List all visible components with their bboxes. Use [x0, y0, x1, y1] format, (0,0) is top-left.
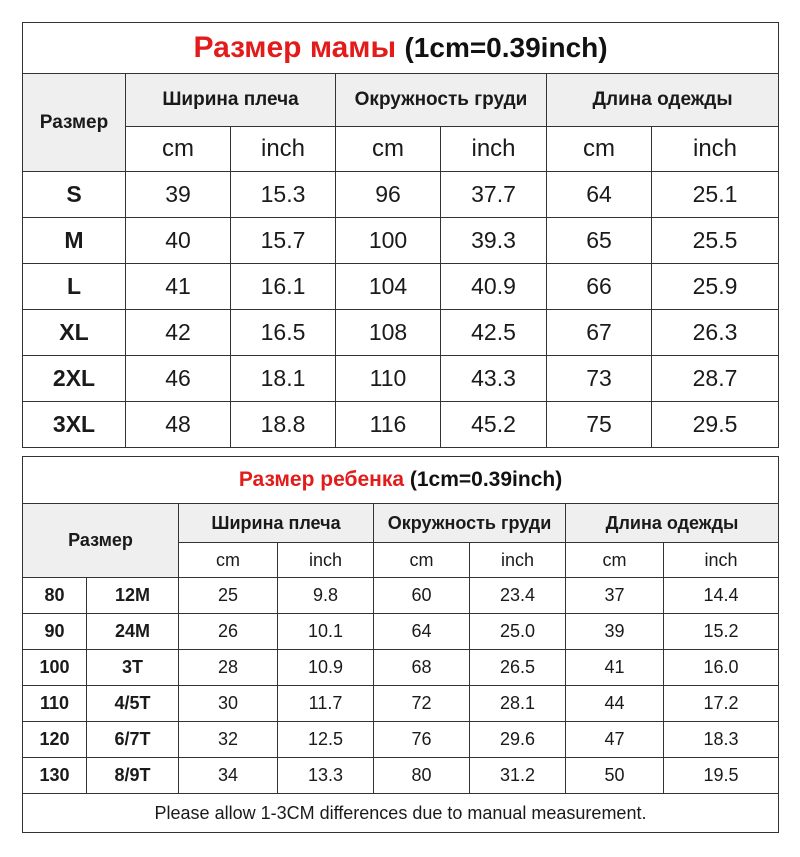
cell: 80	[374, 758, 470, 794]
unit-cm: cm	[547, 127, 652, 172]
size-label: XL	[23, 310, 126, 356]
child-col-length: Длина одежды	[566, 504, 779, 543]
child-size-table	[22, 456, 779, 833]
cell: 12.5	[278, 722, 374, 758]
cell: 13.3	[278, 758, 374, 794]
cell: 25.0	[470, 614, 566, 650]
cell: 68	[374, 650, 470, 686]
mother-size-table	[22, 22, 779, 448]
table-row	[23, 310, 779, 356]
cell: 41	[126, 264, 231, 310]
table-row	[23, 578, 779, 614]
size-label: 80	[23, 578, 87, 614]
mother-col-chest: Окружность груди	[336, 74, 547, 127]
cell: 43.3	[441, 356, 547, 402]
table-row	[23, 356, 779, 402]
cell: 25.9	[652, 264, 779, 310]
size-label: 2XL	[23, 356, 126, 402]
cell: 45.2	[441, 402, 547, 448]
cell: 47	[566, 722, 664, 758]
child-size-header: Размер	[23, 504, 179, 578]
mother-col-shoulder: Ширина плеча	[126, 74, 336, 127]
age-label: 3T	[87, 650, 179, 686]
mother-col-length: Длина одежды	[547, 74, 779, 127]
table-row	[23, 614, 779, 650]
cell: 15.7	[231, 218, 336, 264]
cell: 48	[126, 402, 231, 448]
cell: 46	[126, 356, 231, 402]
cell: 19.5	[664, 758, 779, 794]
child-table-title	[23, 457, 779, 504]
cell: 39	[126, 172, 231, 218]
cell: 73	[547, 356, 652, 402]
cell: 34	[179, 758, 278, 794]
unit-cm: cm	[566, 543, 664, 578]
table-row	[23, 758, 779, 794]
table-row	[23, 686, 779, 722]
cell: 50	[566, 758, 664, 794]
cell: 41	[566, 650, 664, 686]
age-label: 24M	[87, 614, 179, 650]
unit-cm: cm	[179, 543, 278, 578]
child-title-conversion: (1cm=0.39inch)	[409, 468, 563, 491]
cell: 28.1	[470, 686, 566, 722]
cell: 23.4	[470, 578, 566, 614]
cell: 100	[336, 218, 441, 264]
cell: 31.2	[470, 758, 566, 794]
cell: 26.3	[652, 310, 779, 356]
mother-table-title	[23, 23, 779, 74]
cell: 9.8	[278, 578, 374, 614]
cell: 42.5	[441, 310, 547, 356]
cell: 108	[336, 310, 441, 356]
cell: 29.5	[652, 402, 779, 448]
size-label: S	[23, 172, 126, 218]
cell: 42	[126, 310, 231, 356]
size-label: 3XL	[23, 402, 126, 448]
table-row	[23, 722, 779, 758]
mother-title-text: Размер мамы	[193, 31, 397, 64]
cell: 18.1	[231, 356, 336, 402]
cell: 15.2	[664, 614, 779, 650]
cell: 67	[547, 310, 652, 356]
table-row	[23, 264, 779, 310]
size-label: 110	[23, 686, 87, 722]
cell: 16.5	[231, 310, 336, 356]
age-label: 12M	[87, 578, 179, 614]
cell: 14.4	[664, 578, 779, 614]
unit-cm: cm	[126, 127, 231, 172]
cell: 64	[547, 172, 652, 218]
cell: 75	[547, 402, 652, 448]
unit-inch: inch	[441, 127, 547, 172]
unit-inch: inch	[231, 127, 336, 172]
unit-inch: inch	[652, 127, 779, 172]
cell: 25	[179, 578, 278, 614]
cell: 32	[179, 722, 278, 758]
age-label: 6/7T	[87, 722, 179, 758]
cell: 16.1	[231, 264, 336, 310]
cell: 39.3	[441, 218, 547, 264]
cell: 10.9	[278, 650, 374, 686]
child-col-shoulder: Ширина плеча	[179, 504, 374, 543]
size-label: L	[23, 264, 126, 310]
child-col-chest: Окружность груди	[374, 504, 566, 543]
cell: 66	[547, 264, 652, 310]
cell: 18.8	[231, 402, 336, 448]
cell: 11.7	[278, 686, 374, 722]
cell: 37	[566, 578, 664, 614]
unit-inch: inch	[278, 543, 374, 578]
size-label: 120	[23, 722, 87, 758]
cell: 44	[566, 686, 664, 722]
unit-inch: inch	[470, 543, 566, 578]
cell: 40.9	[441, 264, 547, 310]
table-row	[23, 402, 779, 448]
cell: 39	[566, 614, 664, 650]
age-label: 4/5T	[87, 686, 179, 722]
table-row	[23, 172, 779, 218]
size-label: 130	[23, 758, 87, 794]
cell: 10.1	[278, 614, 374, 650]
cell: 64	[374, 614, 470, 650]
measurement-footnote: Please allow 1-3CM differences due to manual measurement.	[23, 794, 779, 833]
unit-cm: cm	[336, 127, 441, 172]
table-row	[23, 218, 779, 264]
cell: 30	[179, 686, 278, 722]
size-label: 100	[23, 650, 87, 686]
cell: 29.6	[470, 722, 566, 758]
cell: 60	[374, 578, 470, 614]
cell: 25.5	[652, 218, 779, 264]
cell: 17.2	[664, 686, 779, 722]
cell: 104	[336, 264, 441, 310]
cell: 72	[374, 686, 470, 722]
unit-inch: inch	[664, 543, 779, 578]
size-label: 90	[23, 614, 87, 650]
mother-title-conversion: (1cm=0.39inch)	[404, 32, 608, 63]
cell: 26.5	[470, 650, 566, 686]
unit-cm: cm	[374, 543, 470, 578]
cell: 40	[126, 218, 231, 264]
cell: 16.0	[664, 650, 779, 686]
cell: 110	[336, 356, 441, 402]
cell: 18.3	[664, 722, 779, 758]
age-label: 8/9T	[87, 758, 179, 794]
cell: 26	[179, 614, 278, 650]
table-row	[23, 650, 779, 686]
child-title-text: Размер ребенка	[238, 468, 405, 491]
cell: 15.3	[231, 172, 336, 218]
cell: 37.7	[441, 172, 547, 218]
cell: 28	[179, 650, 278, 686]
cell: 28.7	[652, 356, 779, 402]
cell: 96	[336, 172, 441, 218]
size-label: M	[23, 218, 126, 264]
cell: 76	[374, 722, 470, 758]
mother-size-header: Размер	[23, 74, 126, 172]
cell: 116	[336, 402, 441, 448]
cell: 25.1	[652, 172, 779, 218]
cell: 65	[547, 218, 652, 264]
